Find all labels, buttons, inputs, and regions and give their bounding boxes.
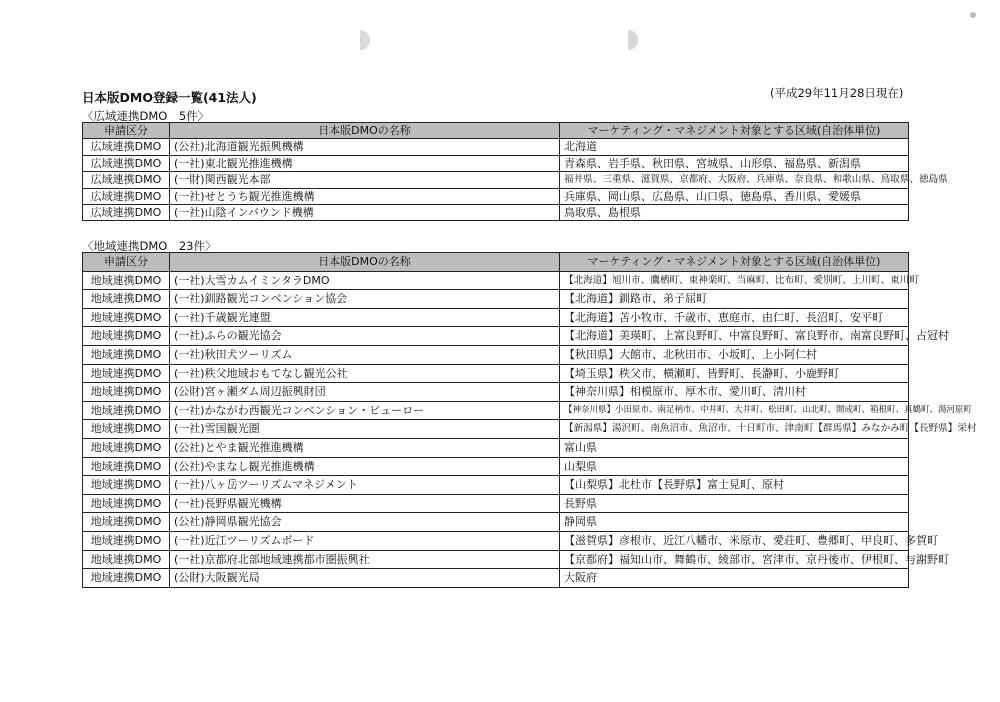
cell-area: 【神奈川県】小田原市、南足柄市、中井町、大井町、松田町、山北町、開成町、箱根町、真鶴町、湯河原町: [560, 401, 909, 420]
cell-area: 【北海道】釧路市、弟子屈町: [560, 290, 909, 309]
table-row: [83, 550, 909, 569]
header-area: マーケティング・マネジメント対象とする区域(自治体単位): [560, 253, 909, 272]
cell-area: 福井県、三重県、滋賀県、京都府、大阪府、兵庫県、奈良県、和歌山県、鳥取県、徳島県: [560, 172, 909, 188]
cell-category: 地域連携DMO: [83, 476, 170, 495]
regional-dmo-table: [82, 252, 977, 588]
table-row: [83, 401, 909, 420]
table-row: [83, 569, 909, 588]
cell-name: (一社)東北観光推進機構: [170, 155, 560, 171]
table-row: [83, 438, 909, 457]
cell-area: 山梨県: [560, 457, 909, 476]
cell-area: 静岡県: [560, 513, 909, 532]
cell-area: 【埼玉県】秩父市、横瀬町、皆野町、長瀞町、小鹿野町: [560, 364, 909, 383]
cell-area: 青森県、岩手県、秋田県、宮城県、山形県、福島県、新潟県: [560, 155, 909, 171]
table-row: [83, 476, 909, 495]
cell-name: (公社)やまなし観光推進機構: [170, 457, 560, 476]
header-category: 申請区分: [83, 123, 170, 139]
scan-mark: [970, 12, 976, 18]
cell-area: 【北海道】美瑛町、上富良野町、中富良野町、富良野市、南富良野町、占冠村: [560, 327, 909, 346]
cell-area: 富山県: [560, 438, 909, 457]
cell-area: 【山梨県】北杜市【長野県】富士見町、原村: [560, 476, 909, 495]
cell-category: 地域連携DMO: [83, 401, 170, 420]
cell-category: 広域連携DMO: [83, 205, 170, 221]
cell-name: (一社)かながわ西観光コンベンション・ビューロー: [170, 401, 560, 420]
table-row: [83, 364, 909, 383]
cell-category: 広域連携DMO: [83, 139, 170, 155]
cell-category: 地域連携DMO: [83, 550, 170, 569]
cell-area: 鳥取県、島根県: [560, 205, 909, 221]
table-row: [83, 155, 909, 171]
cell-area: 【京都府】福知山市、舞鶴市、綾部市、宮津市、京丹後市、伊根町、与謝野町: [560, 550, 909, 569]
header-name: 日本版DMOの名称: [170, 253, 560, 272]
table-row: [83, 457, 909, 476]
table-row: [83, 172, 909, 188]
cell-name: (公財)宮ヶ瀬ダム周辺振興財団: [170, 383, 560, 402]
cell-area: 【新潟県】湯沢町、南魚沼市、魚沼市、十日町市、津南町【群馬県】みなかみ町【長野県】栄村: [560, 420, 909, 439]
cell-name: (公財)大阪観光局: [170, 569, 560, 588]
wide-area-dmo-table: [82, 122, 948, 221]
table-row: [83, 383, 909, 402]
cell-name: (一社)近江ツーリズムボード: [170, 531, 560, 550]
cell-category: 地域連携DMO: [83, 438, 170, 457]
cell-area: 【滋賀県】彦根市、近江八幡市、米原市、愛荘町、豊郷町、甲良町、多賀町: [560, 531, 909, 550]
cell-name: (一社)秩父地域おもてなし観光公社: [170, 364, 560, 383]
section-label-wide-area: 〈広域連携DMO 5件〉: [82, 109, 210, 123]
table-row: [83, 345, 909, 364]
cell-area: 【秋田県】大館市、北秋田市、小坂町、上小阿仁村: [560, 345, 909, 364]
cell-area: 大阪府: [560, 569, 909, 588]
regional-rows: [83, 271, 977, 587]
table-row: [83, 188, 909, 204]
header-name: 日本版DMOの名称: [170, 123, 560, 139]
cell-name: (一社)千歳観光連盟: [170, 308, 560, 327]
cell-category: 地域連携DMO: [83, 420, 170, 439]
cell-area: 【北海道】苫小牧市、千歳市、恵庭市、由仁町、長沼町、安平町: [560, 308, 909, 327]
punch-hole-right: [628, 30, 638, 50]
cell-category: 地域連携DMO: [83, 531, 170, 550]
header-area: マーケティング・マネジメント対象とする区域(自治体単位): [560, 123, 909, 139]
cell-category: 地域連携DMO: [83, 271, 170, 290]
cell-name: (一社)京都府北部地域連携都市圏振興社: [170, 550, 560, 569]
punch-hole-left: [360, 30, 370, 50]
cell-category: 地域連携DMO: [83, 364, 170, 383]
cell-name: (一社)ふらの観光協会: [170, 327, 560, 346]
table-row: [83, 494, 909, 513]
table-row: [83, 308, 909, 327]
cell-category: 地域連携DMO: [83, 345, 170, 364]
cell-category: 地域連携DMO: [83, 457, 170, 476]
cell-category: 地域連携DMO: [83, 327, 170, 346]
cell-name: (一社)雪国観光圏: [170, 420, 560, 439]
cell-category: 地域連携DMO: [83, 290, 170, 309]
table-row: [83, 290, 909, 309]
cell-name: (一社)長野県観光機構: [170, 494, 560, 513]
cell-name: (公社)とやま観光推進機構: [170, 438, 560, 457]
cell-category: 地域連携DMO: [83, 513, 170, 532]
table-row: [83, 420, 909, 439]
wide-area-rows: [83, 139, 948, 221]
section-label-regional: 〈地域連携DMO 23件〉: [82, 239, 217, 253]
cell-area: 長野県: [560, 494, 909, 513]
cell-name: (一社)大雪カムイミンタラDMO: [170, 271, 560, 290]
table-row: [83, 271, 909, 290]
as-of-date: (平成29年11月28日現在): [770, 86, 904, 100]
cell-area: 【北海道】旭川市、鷹栖町、東神楽町、当麻町、比布町、愛別町、上川町、東川町: [560, 271, 909, 290]
cell-category: 広域連携DMO: [83, 188, 170, 204]
cell-name: (一社)せとうち観光推進機構: [170, 188, 560, 204]
cell-category: 地域連携DMO: [83, 494, 170, 513]
table-row: [83, 205, 909, 221]
table-row: [83, 513, 909, 532]
table-row: [83, 139, 909, 155]
cell-name: (一社)八ヶ岳ツーリズムマネジメント: [170, 476, 560, 495]
cell-name: (一財)関西観光本部: [170, 172, 560, 188]
cell-name: (公社)静岡県観光協会: [170, 513, 560, 532]
cell-area: 北海道: [560, 139, 909, 155]
document-title: 日本版DMO登録一覧(41法人): [82, 90, 257, 105]
cell-category: 地域連携DMO: [83, 383, 170, 402]
table-header-row: [83, 253, 909, 272]
table-row: [83, 327, 909, 346]
cell-category: 広域連携DMO: [83, 155, 170, 171]
cell-category: 地域連携DMO: [83, 308, 170, 327]
cell-name: (公社)北海道観光振興機構: [170, 139, 560, 155]
table-row: [83, 531, 909, 550]
cell-area: 【神奈川県】相模原市、厚木市、愛川町、清川村: [560, 383, 909, 402]
cell-name: (一社)秋田犬ツーリズム: [170, 345, 560, 364]
header-category: 申請区分: [83, 253, 170, 272]
cell-area: 兵庫県、岡山県、広島県、山口県、徳島県、香川県、愛媛県: [560, 188, 909, 204]
cell-name: (一社)山陰インバウンド機構: [170, 205, 560, 221]
table-header-row: [83, 123, 909, 139]
cell-category: 広域連携DMO: [83, 172, 170, 188]
cell-name: (一社)釧路観光コンベンション協会: [170, 290, 560, 309]
cell-category: 地域連携DMO: [83, 569, 170, 588]
